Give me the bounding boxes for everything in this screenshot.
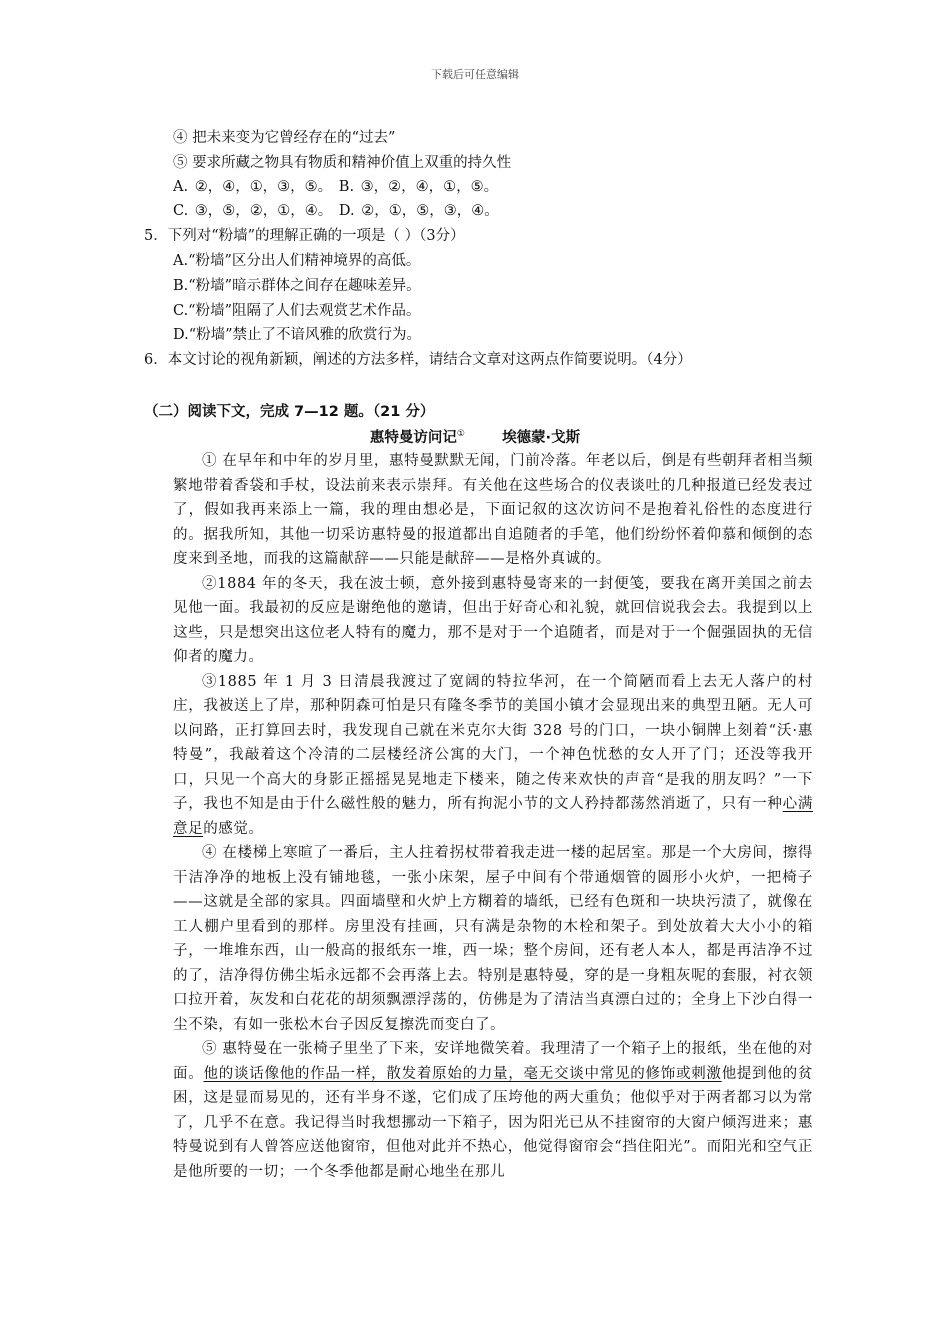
page-header-note: 下载后可任意编辑	[431, 68, 519, 81]
option-item-4: ④ 把未来变为它曾经存在的“过去”	[173, 130, 396, 146]
paragraph-3	[173, 670, 813, 842]
article-title: 惠特曼访问记	[369, 430, 457, 446]
paragraph-3-text-b: 的感觉。	[203, 820, 264, 837]
choice-c-d: C. ③，⑤，②，①，④。 D. ②，①，⑤，③，④。	[173, 203, 499, 219]
paragraph-3-underlined: 心满意足	[173, 796, 813, 837]
option-item-5: ⑤ 要求所藏之物具有物质和精神价值上双重的持久性	[173, 155, 512, 171]
question-5-option-b: B.“粉墙”暗示群体之间存在趣味差异。	[173, 278, 421, 294]
paragraph-5-text-a: ⑤ 惠特曼在一张椅子里坐了下来，安详地微笑着。我理清了一个箱子上的报纸，坐在他的对面。	[173, 1041, 813, 1082]
section-2-heading: （二）阅读下文，完成 7—12 题。（21 分）	[144, 404, 435, 420]
question-5-option-a: A.“粉墙”区分出人们精神境界的高低。	[173, 253, 421, 269]
question-6: 6．本文讨论的视角新颖，阐述的方法多样，请结合文章对这两点作简要说明。（4分）	[144, 352, 692, 368]
article-body	[173, 449, 813, 1184]
question-5-option-d: D.“粉墙”禁止了不谙风雅的欣赏行为。	[173, 327, 422, 343]
paragraph-5	[173, 1037, 813, 1184]
choice-a-b: A. ②，④，①，③，⑤。 B. ③，②，④，①，⑤。	[173, 179, 499, 195]
paragraph-5-underlined: 他的谈话像他的作品一样，散发着原始的力量，毫无交谈中常见的修饰或刺激	[203, 1065, 722, 1082]
article-author: 埃德蒙·戈斯	[502, 430, 581, 446]
question-5-option-c: C.“粉墙”阻隔了人们去观赏艺术作品。	[173, 303, 421, 319]
question-5-stem: 5．下列对“粉墙”的理解正确的一项是（ ）（3分）	[144, 228, 465, 244]
paragraph-4: ④ 在楼梯上寒暄了一番后，主人拄着拐杖带着我走进一楼的起居室。那是一个大房间，擦得干洁净净的地板上没有铺地毯，一张小床架，屋子中间有个带通烟管的圆形小火炉，一把椅子——这就是全部的家具。四面墙壁和火炉上方糊着的墙纸，已经有色斑和一块块污渍了，就像在工人棚户里看到的那样。房里没有挂画，只有满是杂物的木栓和架子。到处放着大大小小的箱子，一堆堆东西，山一般高的报纸东一堆，西一垛；整个房间，还有老人本人，都是再洁净不过的了，洁净得仿佛尘垢永远都不会再落上去。特别是惠特曼，穿的是一身粗灰呢的套服，衬衣领口拉开着，灰发和白花花的胡须飘漂浮荡的，仿佛是为了清洁当真漂白过的；全身上下沙白得一尘不染，有如一张松木台子因反复擦洗而变白了。	[173, 845, 813, 1033]
article-title-line	[0, 426, 950, 447]
footnote-marker: ①	[456, 429, 465, 440]
paragraph-2: ②1884 年的冬天，我在波士顿，意外接到惠特曼寄来的一封便笺，要我在离开美国之前去见他一面。我最初的反应是谢绝他的邀请，但出于好奇心和礼貌，就回信说我会去。我提到以上这些，只是想突出这位老人特有的魔力，那不是对于一个追随者，而是对于一个倔强固执的无信仰者的魔力。	[173, 575, 813, 665]
paragraph-1: ① 在早年和中年的岁月里，惠特曼默默无闻，门前冷落。年老以后，倒是有些朝拜者相当频繁地带着香袋和手杖，设法前来表示崇拜。有关他在这些场合的仪表谈吐的几种报道已经发表过了，假如我再来添上一篇，我的理由想必是，下面记叙的这次访问不是抱着礼俗性的态度进行的。据我所知，其他一切采访惠特曼的报道都出自追随者的手笔，他们纷纷怀着仰慕和倾倒的态度来到圣地，而我的这篇献辞——只能是献辞——是格外真诚的。	[173, 453, 813, 567]
paragraph-3-text-a: ③1885 年 1 月 3 日清晨我渡过了宽阔的特拉华河，在一个简陋而看上去无人落户的村庄，我被送上了岸，那种阴森可怕是只有隆冬季节的美国小镇才会显现出来的典型丑陋。无人可以问路，正打算回去时，我发现自己就在米克尔大街 328 号的门口，一块小铜牌上刻着“沃·惠特曼”，我敲着这个冷清的二层楼经济公寓的大门，一个神色忧愁的女人开了门；还没等我开口，只见一个高大的身影正摇摇晃晃地走下楼来，随之传来欢快的声音“是我的朋友吗？”一下子，我也不知是由于什么磁性般的魅力，所有拘泥小节的文人矜持都荡然消逝了，只有一种	[173, 673, 813, 812]
paragraph-5-text-b: 他提到他的贫困，这是显而易见的，还有半身不遂，它们成了压垮他的两大重负；他似乎对于两者都习以为常了，几乎不在意。我记得当时我想挪动一下箱子，因为阳光已从不挂窗帘的大窗户倾泻进来；惠特曼说到有人曾答应送他窗帘，但他对此并不热心，他觉得窗帘会“挡住阳光”。而阳光和空气正是他所要的一切；一个冬季他都是耐心地坐在那儿	[173, 1065, 813, 1180]
